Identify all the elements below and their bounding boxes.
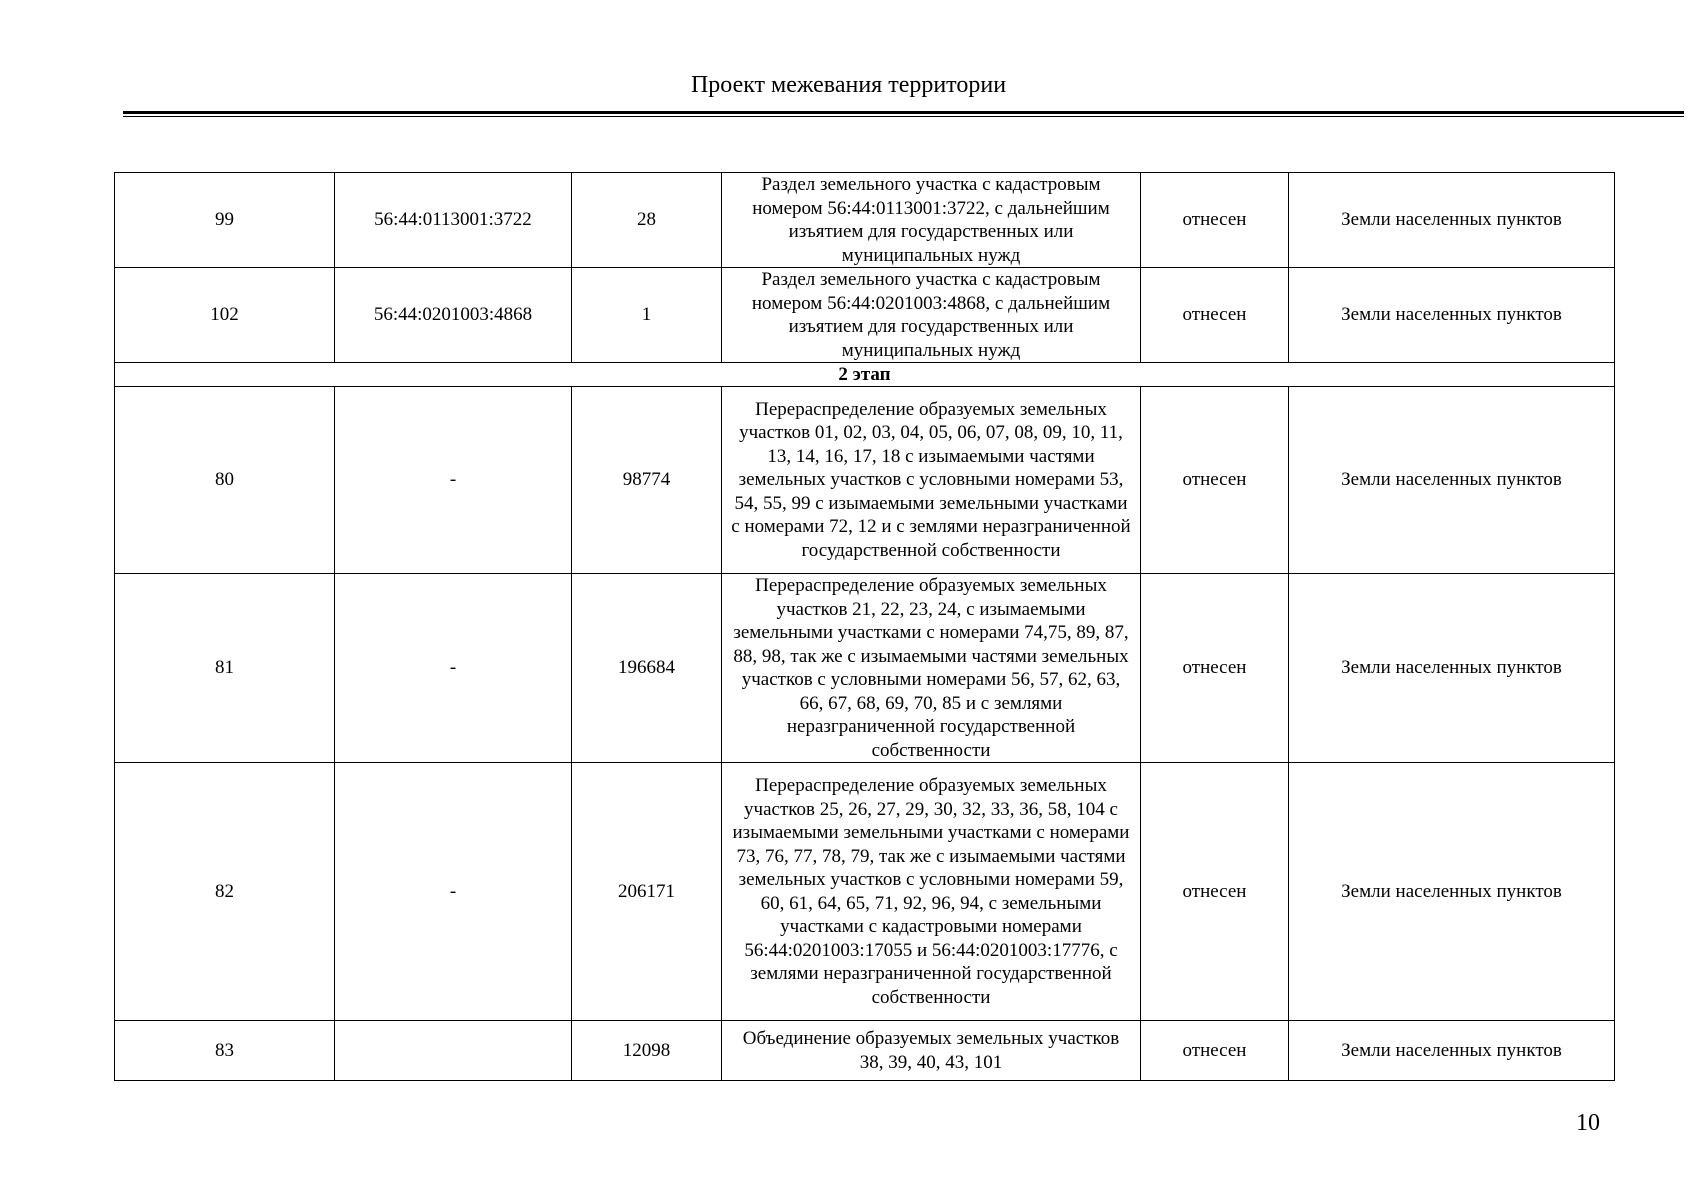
stage-label: 2 этап [115, 363, 1615, 387]
page-header-title: Проект межевания территории [690, 72, 1007, 98]
stage-header-row [115, 363, 1615, 387]
table-row [115, 173, 1615, 268]
status-cell: отнесен [1141, 387, 1289, 574]
status-cell: отнесен [1141, 1021, 1289, 1081]
formation-method-cell: Перераспределение образуемых земельных участков 01, 02, 03, 04, 05, 06, 07, 08, 09, 10, 11, 13, 14, 16, 17, 18 с изымаемыми частями земельных участков с условными номерами 53, 54, 55, 99 с изымаемыми земельными участками с номерами 72, 12 и с землями неразграниченной государственной собственности [722, 387, 1141, 574]
table-row [115, 1021, 1615, 1081]
formation-method-cell: Раздел земельного участка с кадастровым номером 56:44:0201003:4868, с дальнейшим изъятием для государственных или муниципальных нужд [722, 268, 1141, 363]
land-category-cell: Земли населенных пунктов [1289, 1021, 1615, 1081]
formation-method-cell: Объединение образуемых земельных участков 38, 39, 40, 43, 101 [722, 1021, 1141, 1081]
cadastral-number-cell: 56:44:0113001:3722 [335, 173, 572, 268]
area-cell: 12098 [572, 1021, 722, 1081]
cadastral-number-cell: - [335, 387, 572, 574]
area-cell: 1 [572, 268, 722, 363]
formation-method-cell: Перераспределение образуемых земельных участков 21, 22, 23, 24, с изымаемыми земельными участками с номерами 74,75, 89, 87, 88, 98, так же с изымаемыми частями земельных участков с условными номерами 56, 57, 62, 63, 66, 67, 68, 69, 70, 85 и с землями неразграниченной государственной собственности [722, 574, 1141, 763]
area-cell: 28 [572, 173, 722, 268]
land-category-cell: Земли населенных пунктов [1289, 268, 1615, 363]
table-row [115, 763, 1615, 1021]
status-cell: отнесен [1141, 574, 1289, 763]
status-cell: отнесен [1141, 268, 1289, 363]
area-cell: 98774 [572, 387, 722, 574]
cadastral-number-cell: - [335, 763, 572, 1021]
land-plots-table [114, 172, 1615, 1081]
cadastral-number-cell: - [335, 574, 572, 763]
status-cell: отнесен [1141, 173, 1289, 268]
plot-number-cell: 102 [115, 268, 335, 363]
plot-number-cell: 83 [115, 1021, 335, 1081]
area-cell: 196684 [572, 574, 722, 763]
area-cell: 206171 [572, 763, 722, 1021]
table-row [115, 574, 1615, 763]
formation-method-cell: Раздел земельного участка с кадастровым номером 56:44:0113001:3722, с дальнейшим изъятием для государственных или муниципальных нужд [722, 173, 1141, 268]
page-number: 10 [1576, 1110, 1600, 1136]
land-category-cell: Земли населенных пунктов [1289, 173, 1615, 268]
plot-number-cell: 80 [115, 387, 335, 574]
formation-method-cell: Перераспределение образуемых земельных участков 25, 26, 27, 29, 30, 32, 33, 36, 58, 104 с изымаемыми земельными участками с номерами 73, 76, 77, 78, 79, так же с изымаемыми частями земельных участков с условными номерами 59, 60, 61, 64, 65, 71, 92, 96, 94, с земельными участками с кадастровыми номерами 56:44:0201003:17055 и 56:44:0201003:17776, с землями неразграниченной государственной собственности [722, 763, 1141, 1021]
land-category-cell: Земли населенных пунктов [1289, 763, 1615, 1021]
plot-number-cell: 99 [115, 173, 335, 268]
header-rule-thin [123, 116, 1684, 117]
status-cell: отнесен [1141, 763, 1289, 1021]
land-category-cell: Земли населенных пунктов [1289, 387, 1615, 574]
table-row [115, 268, 1615, 363]
cadastral-number-cell [335, 1021, 572, 1081]
table-row [115, 387, 1615, 574]
cadastral-number-cell: 56:44:0201003:4868 [335, 268, 572, 363]
header-rule-thick [123, 111, 1684, 114]
plot-number-cell: 82 [115, 763, 335, 1021]
land-category-cell: Земли населенных пунктов [1289, 574, 1615, 763]
plot-number-cell: 81 [115, 574, 335, 763]
